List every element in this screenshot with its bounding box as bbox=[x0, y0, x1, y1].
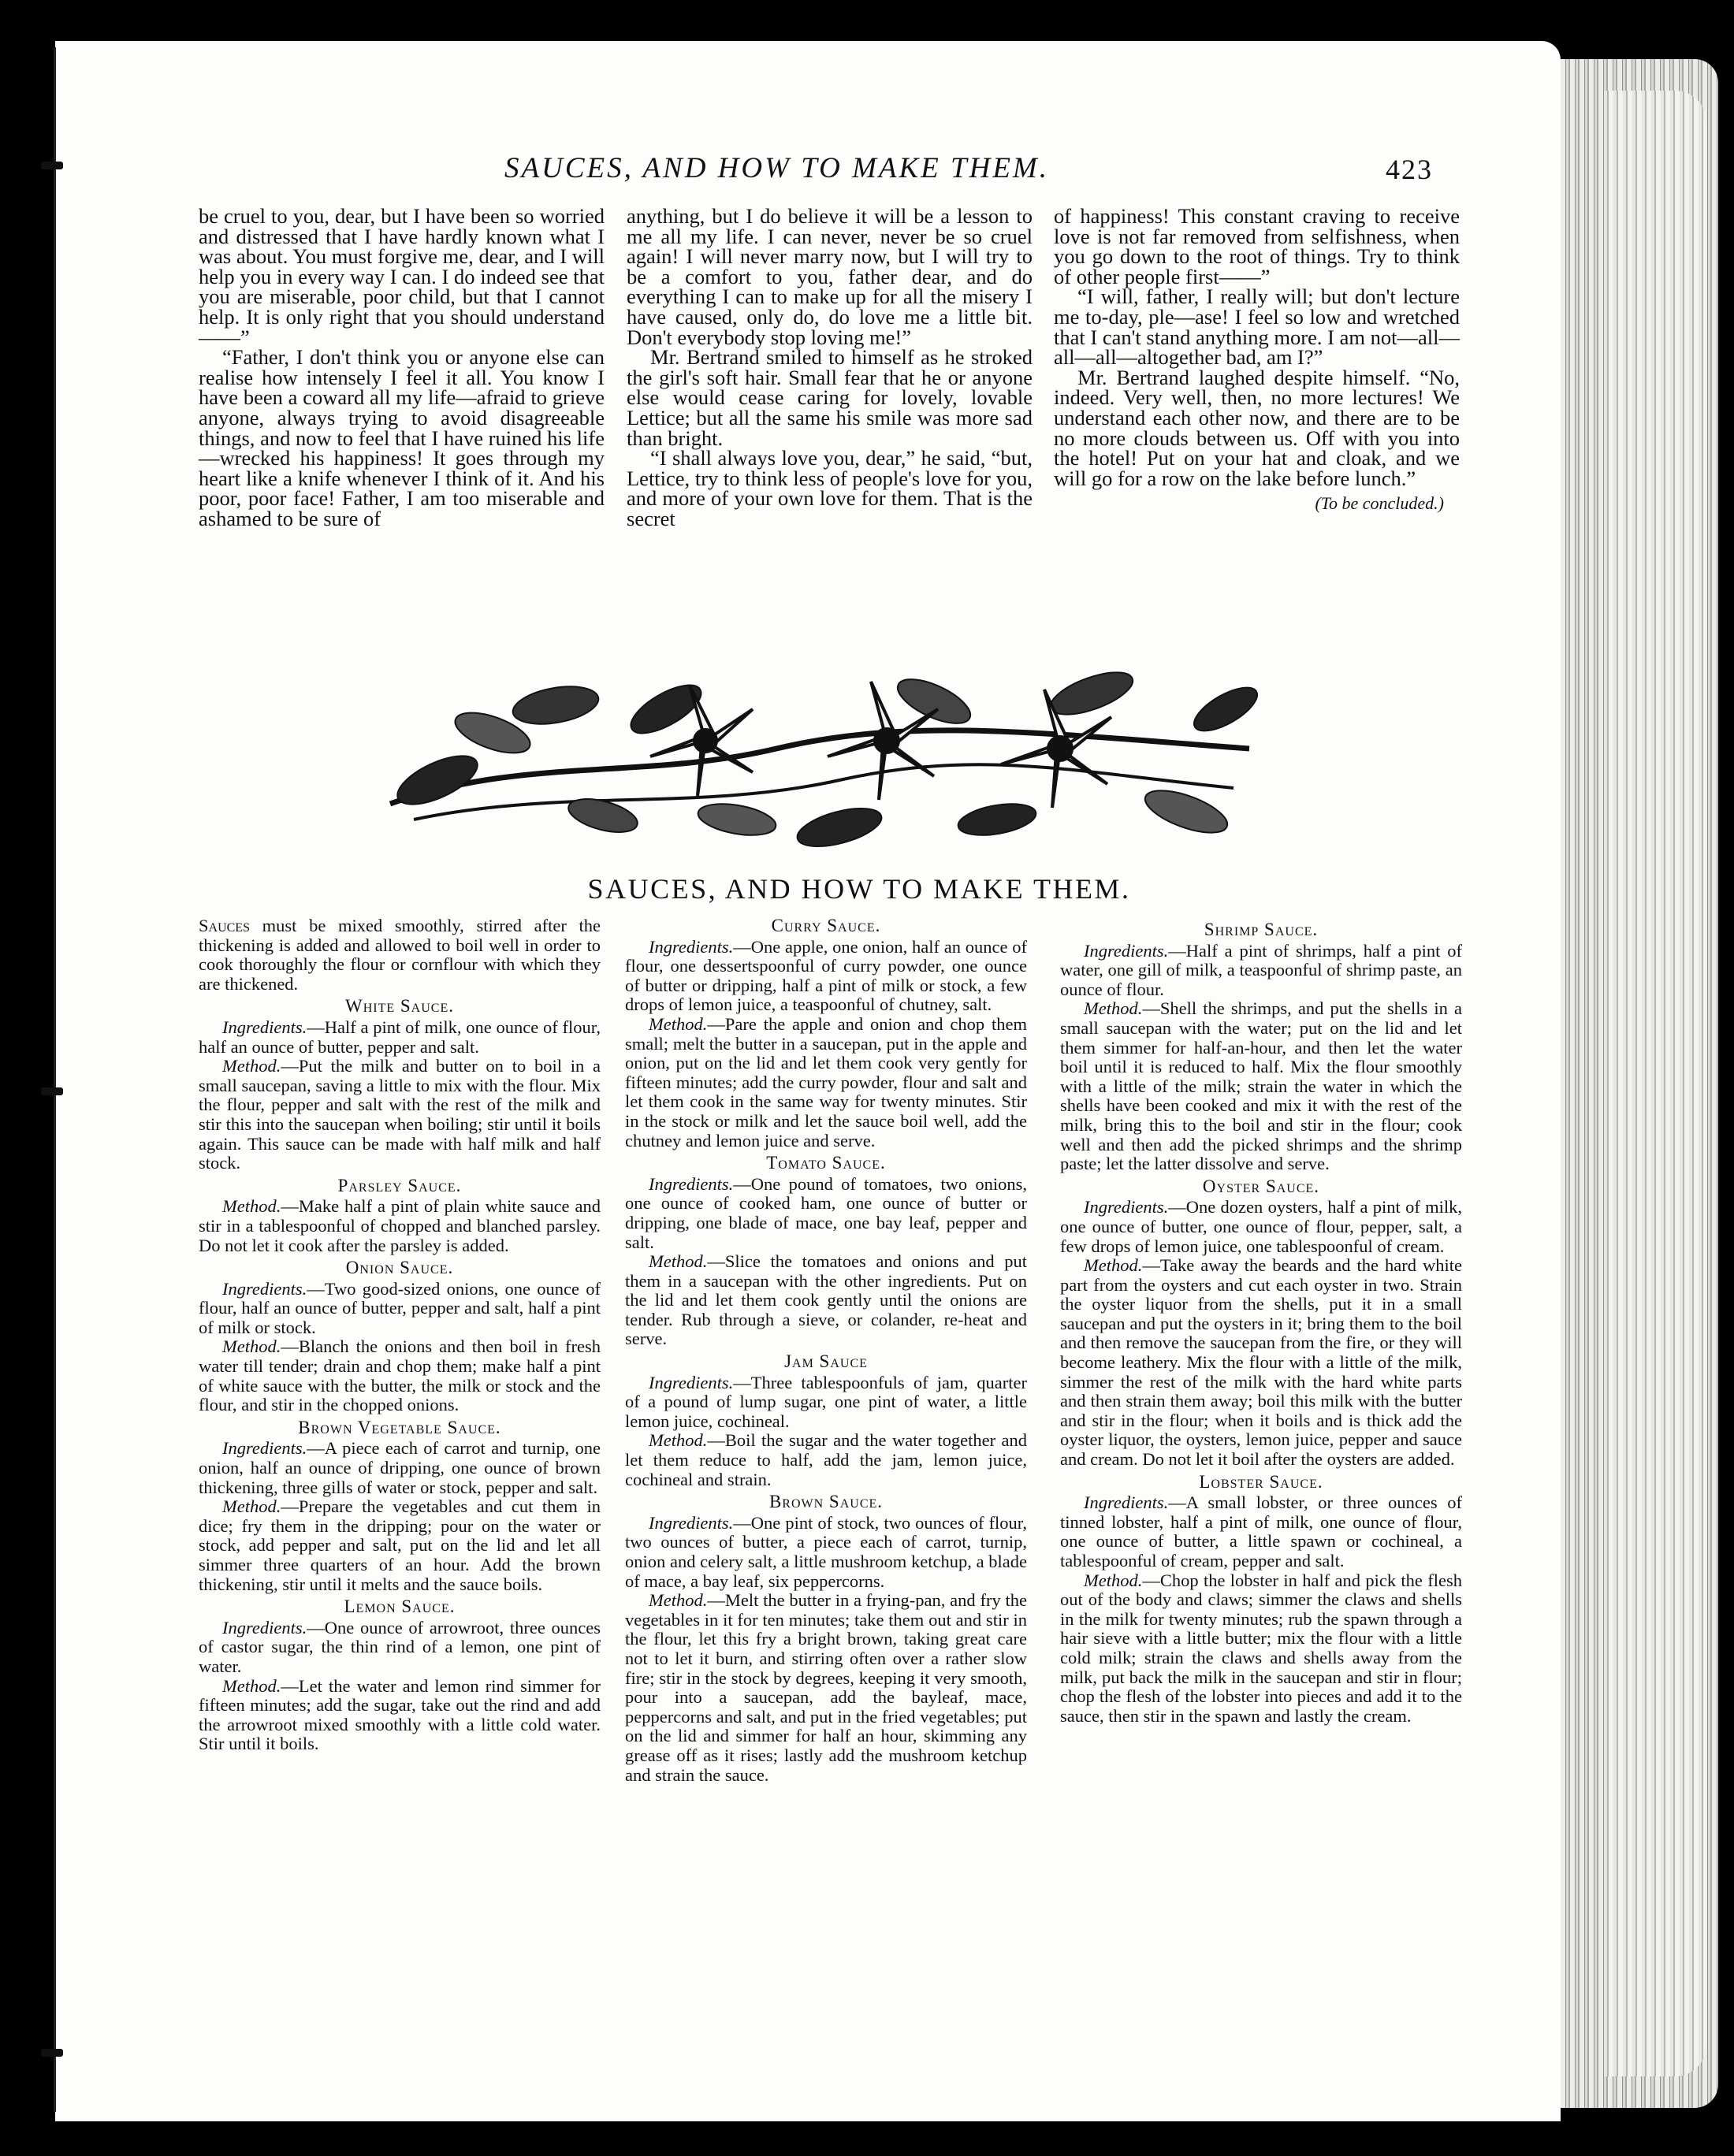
recipe-method bbox=[1060, 999, 1462, 1173]
ingredients-label: Ingredients. bbox=[222, 1617, 307, 1637]
ingredients-label: Ingredients. bbox=[649, 936, 734, 957]
recipe-ingredients bbox=[625, 1374, 1027, 1432]
to-be-concluded: (To be concluded.) bbox=[1315, 493, 1444, 514]
binding-staple bbox=[41, 1087, 63, 1095]
story-column-2 bbox=[627, 206, 1033, 530]
method-label: Method. bbox=[649, 1430, 708, 1451]
recipe-title-parsley-sauce: Parsley Sauce. bbox=[337, 1175, 462, 1195]
recipe-method bbox=[199, 1337, 601, 1414]
intro-lead: Sauces bbox=[199, 916, 250, 935]
method-text: —Prepare the vegetables and cut them in dice; fry them in the dripping; pour on the water or stock, add pepper and salt, put on the lid and let all simmer three quarters of an hour. Add the brown thickening, stir until it melts and the sauce boils. bbox=[199, 1496, 601, 1594]
story-paragraph: “I will, father, I really will; but don't lecture me to-day, ple—ase! I feel so low and wretched that I can't stand anything more. I am not—all—all—all—altogether bad, am I?” bbox=[1054, 284, 1460, 370]
method-label: Method. bbox=[1084, 1570, 1143, 1590]
recipe-ingredients bbox=[625, 938, 1027, 1015]
recipe-ingredients bbox=[199, 1018, 601, 1057]
page-number: 423 bbox=[1386, 154, 1433, 185]
method-text: —Boil the sugar and the water together and let them reduce to half, add the jam, lemon juice, cochineal and strain. bbox=[625, 1430, 1027, 1489]
recipe-method bbox=[625, 1252, 1027, 1349]
binding-staple bbox=[41, 162, 63, 169]
floral-ornament-illustration bbox=[367, 662, 1281, 851]
method-text: —Blanch the onions and then boil in fresh water till tender; drain and chop them; make half a pint of white sauce with the butter, the milk or stock and the flour, and stir in the chopped onions. bbox=[199, 1336, 601, 1415]
method-label: Method. bbox=[649, 1590, 708, 1611]
recipe-method bbox=[199, 1497, 601, 1594]
recipe-ingredients bbox=[199, 1280, 601, 1338]
recipe-ingredients bbox=[1060, 1198, 1462, 1256]
ingredients-text: —One apple, one onion, half an ounce of flour, one dessertspoonful of curry powder, one ounce of butter or dripping, half a pint of milk or stock, a few drops of lemon juice, a teaspoonful of chutney, salt. bbox=[625, 936, 1027, 1015]
running-head: SAUCES, AND HOW TO MAKE THEM. bbox=[504, 152, 1049, 184]
recipe-ingredients bbox=[625, 1514, 1027, 1591]
method-text: —Chop the lobster in half and pick the flesh out of the body and claws; simmer the claws and shells in the milk for twenty minutes; rub the spawn through a hair sieve with a little butter; mix the flour with a little cold milk; strain the claws and shells away from the milk, put back the milk in the saucepan and stir in flour; chop the flesh of the lobster into pieces and add it to the sauce, then stir in the spawn and lastly the cream. bbox=[1060, 1570, 1462, 1726]
recipe-title-tomato-sauce: Tomato Sauce. bbox=[766, 1153, 886, 1173]
recipe-method bbox=[625, 1591, 1027, 1785]
binding-spine bbox=[54, 47, 56, 2112]
method-label: Method. bbox=[649, 1251, 708, 1272]
story-paragraph: “Father, I don't think you or anyone else can realise how intensely I feel it all. You know I have been a coward all my life—afraid to grieve anyone, always trying to avoid disagreeable things, and now to feel that I have ruined his life—wrecked his happiness! It goes through my heart like a knife whenever I think of it. And his poor, poor face! Father, I am too miserable and ashamed to be sure of bbox=[199, 345, 605, 530]
recipe-column-3 bbox=[1060, 920, 1462, 1726]
method-label: Method. bbox=[222, 1196, 281, 1217]
method-label: Method. bbox=[649, 1013, 708, 1034]
ingredients-text: —Three tablespoonfuls of jam, quarter of a pound of lump sugar, one pint of water, a little lemon juice, cochineal. bbox=[625, 1372, 1027, 1431]
ingredients-text: —One pint of stock, two ounces of flour, two ounces of butter, a piece each of carrot, turnip, onion and celery salt, a little mushroom ketchup, a blade of mace, a bay leaf, six peppercorns. bbox=[625, 1512, 1027, 1591]
method-text: —Melt the butter in a frying-pan, and fry the vegetables in it for ten minutes; take them out and stir in the flour, let this fry a bright brown, taking great care not to let it burn, and stirring often over a rather slow fire; stir in the stock by degrees, keeping it very smooth, pour into a saucepan, add the bayleaf, mace, peppercorns and salt, and put in the fried vegetables; put on the lid and simmer for half an hour, skimming any grease off as it rises; lastly add the mushroom ketchup and strain the sauce. bbox=[625, 1590, 1027, 1785]
story-paragraph: anything, but I do believe it will be a lesson to me all my life. I can never, never be so cruel again! I will never marry now, but I will try to be a comfort to you, father dear, and do everything I can to make up for all the misery I have caused, only do, do love me a little bit. Don't everybody stop loving me!” bbox=[627, 204, 1033, 349]
recipe-method bbox=[199, 1677, 601, 1754]
recipe-ingredients bbox=[199, 1439, 601, 1497]
method-text: —Slice the tomatoes and onions and put them in a saucepan with the other ingredients. Put on the lid and let them cook gently until the onions are tender. Rub through a sieve, or colander, re-heat and serve. bbox=[625, 1251, 1027, 1349]
recipe-title-shrimp-sauce: Shrimp Sauce. bbox=[1204, 920, 1319, 939]
method-label: Method. bbox=[222, 1496, 281, 1517]
recipe-method bbox=[1060, 1256, 1462, 1470]
method-label: Method. bbox=[222, 1336, 281, 1357]
story-column-1 bbox=[199, 206, 605, 530]
recipe-ingredients bbox=[1060, 942, 1462, 1000]
article-intro bbox=[199, 916, 601, 994]
ingredients-text: —One pound of tomatoes, two onions, one ounce of cooked ham, one ounce of butter or dripping, one blade of mace, one bay leaf, pepper and salt. bbox=[625, 1173, 1027, 1252]
recipe-method bbox=[199, 1057, 601, 1173]
story-column-3 bbox=[1054, 206, 1460, 514]
method-text: —Put the milk and butter on to boil in a small saucepan, saving a little to mix with the flour. Mix the flour, pepper and salt with the rest of the milk and stir this into the saucepan when boiling; stir until it boils again. This sauce can be made with half milk and half stock. bbox=[199, 1056, 601, 1173]
ingredients-label: Ingredients. bbox=[222, 1438, 307, 1459]
story-paragraph: of happiness! This constant craving to receive love is not far removed from selfishness, when you go down to the root of things. Try to think of other people first——” bbox=[1054, 204, 1460, 288]
recipe-title-oyster-sauce: Oyster Sauce. bbox=[1202, 1176, 1320, 1196]
recipe-title-jam-sauce: Jam Sauce bbox=[784, 1351, 868, 1372]
ingredients-label: Ingredients. bbox=[649, 1173, 734, 1194]
recipe-ingredients bbox=[1060, 1493, 1462, 1571]
method-text: —Make half a pint of plain white sauce and stir in a tablespoonful of chopped and blanched parsley. Do not let it cook after the parsley is added. bbox=[199, 1196, 601, 1255]
ingredients-label: Ingredients. bbox=[649, 1512, 734, 1533]
intro-text: must be mixed smoothly, stirred after the thickening is added and allowed to boil well in order to cook thoroughly the flour or cornflour with which they are thickened. bbox=[199, 916, 601, 994]
story-paragraph: “I shall always love you, dear,” he said, “but, Lettice, try to think less of people's love for you, and more of your own love for them. That is the secret bbox=[627, 446, 1033, 530]
method-text: —Let the water and lemon rind simmer for fifteen minutes; add the sugar, take out the rind and add the arrowroot mixed smoothly with a little cold water. Stir until it boils. bbox=[199, 1675, 601, 1754]
recipe-method bbox=[625, 1015, 1027, 1150]
ingredients-text: —A small lobster, or three ounces of tinned lobster, half a pint of milk, one ounce of flour, one ounce of butter, a little spawn or cochineal, a tablespoonful of cream, pepper and salt. bbox=[1060, 1492, 1462, 1571]
ingredients-text: —One ounce of arrowroot, three ounces of castor sugar, the thin rind of a lemon, one pint of water. bbox=[199, 1617, 601, 1676]
book-page-edges bbox=[1557, 59, 1718, 2108]
method-text: —Take away the beards and the hard white part from the oysters and cut each oyster in two. Strain the oyster liquor from the shells, put it in a small saucepan and put the oysters in it; bring them to the boil and then remove the saucepan from the fire, or they will become leathery. Mix the flour with a little of the milk, simmer the rest of the milk with the hard white parts and then strain them away; boil this milk with the butter and stir in the flour; when it boils and is thick add the oyster liquor, the oysters, lemon juice, pepper and sauce and cream. Do not let it boil after the oysters are added. bbox=[1060, 1255, 1462, 1470]
recipe-title-lemon-sauce: Lemon Sauce. bbox=[344, 1597, 456, 1617]
recipe-title-brown-vegetable-sauce: Brown Vegetable Sauce. bbox=[298, 1417, 501, 1437]
recipe-title-lobster-sauce: Lobster Sauce. bbox=[1199, 1471, 1323, 1492]
recipe-column-1 bbox=[199, 916, 601, 1754]
ingredients-text: —Two good-sized onions, one ounce of flour, half an ounce of butter, pepper and salt, half a pint of milk or stock. bbox=[199, 1278, 601, 1337]
recipe-ingredients bbox=[625, 1175, 1027, 1252]
recipe-ingredients bbox=[199, 1619, 601, 1677]
recipe-title-curry-sauce: Curry Sauce. bbox=[771, 916, 881, 935]
story-paragraph: Mr. Bertrand smiled to himself as he stroked the girl's soft hair. Small fear that he or anyone else would cease caring for lovely, lovable Lettice; but all the same his smile was more sad than bright. bbox=[627, 345, 1033, 450]
ingredients-label: Ingredients. bbox=[1084, 940, 1169, 961]
method-label: Method. bbox=[222, 1056, 281, 1076]
ingredients-text: —Half a pint of shrimps, half a pint of water, one gill of milk, a teaspoonful of shrimp paste, an ounce of flour. bbox=[1060, 940, 1462, 999]
ingredients-label: Ingredients. bbox=[649, 1372, 734, 1392]
ingredients-text: —Half a pint of milk, one ounce of flour, half an ounce of butter, pepper and salt. bbox=[199, 1017, 601, 1057]
story-paragraph: be cruel to you, dear, but I have been so worried and distressed that I have hardly known what I was about. You must forgive me, dear, and I will help you in every way I can. I do indeed see that you are miserable, poor child, but that I cannot help. It is only right that you should understand——” bbox=[199, 204, 605, 349]
ingredients-label: Ingredients. bbox=[222, 1017, 307, 1037]
ingredients-label: Ingredients. bbox=[222, 1278, 307, 1299]
ingredients-label: Ingredients. bbox=[1084, 1197, 1169, 1217]
recipe-title-onion-sauce: Onion Sauce. bbox=[345, 1258, 454, 1278]
recipe-method bbox=[625, 1431, 1027, 1489]
method-label: Method. bbox=[1084, 998, 1143, 1019]
method-label: Method. bbox=[222, 1675, 281, 1696]
story-paragraph: Mr. Bertrand laughed despite himself. “No, indeed. Very well, then, no more lectures! We understand each other now, and there are to be no more clouds between us. Off with you into the hotel! Put on your hat and cloak, and we will go for a row on the lake before lunch.” bbox=[1054, 365, 1460, 490]
method-label: Method. bbox=[1084, 1255, 1143, 1276]
method-text: —Shell the shrimps, and put the shells in a small saucepan with the water; put on the lid and let them simmer for half-an-hour, and then let the water boil until it is reduced to half. Mix the flour smoothly with a little of the milk; strain the water in which the shells have been cooked and mix it with the rest of the milk, bring this to the boil and stir in the flour; cook well and then add the picked shrimps and the shrimp paste; let the latter dissolve and serve. bbox=[1060, 998, 1462, 1174]
recipe-column-2 bbox=[625, 916, 1027, 1785]
recipe-title-white-sauce: White Sauce. bbox=[345, 996, 454, 1017]
recipe-title-brown-sauce: Brown Sauce. bbox=[768, 1492, 884, 1512]
article-title: SAUCES, AND HOW TO MAKE THEM. bbox=[587, 873, 1131, 905]
binding-staple bbox=[41, 2049, 63, 2057]
recipe-method bbox=[199, 1197, 601, 1255]
method-text: —Pare the apple and onion and chop them small; melt the butter in a saucepan, put in the apple and onion, put on the lid and let them cook very gently for fifteen minutes; add the curry powder, flour and salt and let them cook in the same way for twenty minutes. Stir in the stock or milk and let the sauce boil well, add the chutney and lemon juice and serve. bbox=[625, 1013, 1027, 1150]
ingredients-text: —One dozen oysters, half a pint of milk, one ounce of butter, one ounce of flour, pepper, salt, a few drops of lemon juice, one tablespoonful of cream. bbox=[1060, 1197, 1462, 1256]
recipe-method bbox=[1060, 1571, 1462, 1727]
ingredients-text: —A piece each of carrot and turnip, one onion, half an ounce of dripping, one ounce of brown thickening, three gills of water or stock, pepper and salt. bbox=[199, 1438, 601, 1497]
ingredients-label: Ingredients. bbox=[1084, 1492, 1169, 1513]
